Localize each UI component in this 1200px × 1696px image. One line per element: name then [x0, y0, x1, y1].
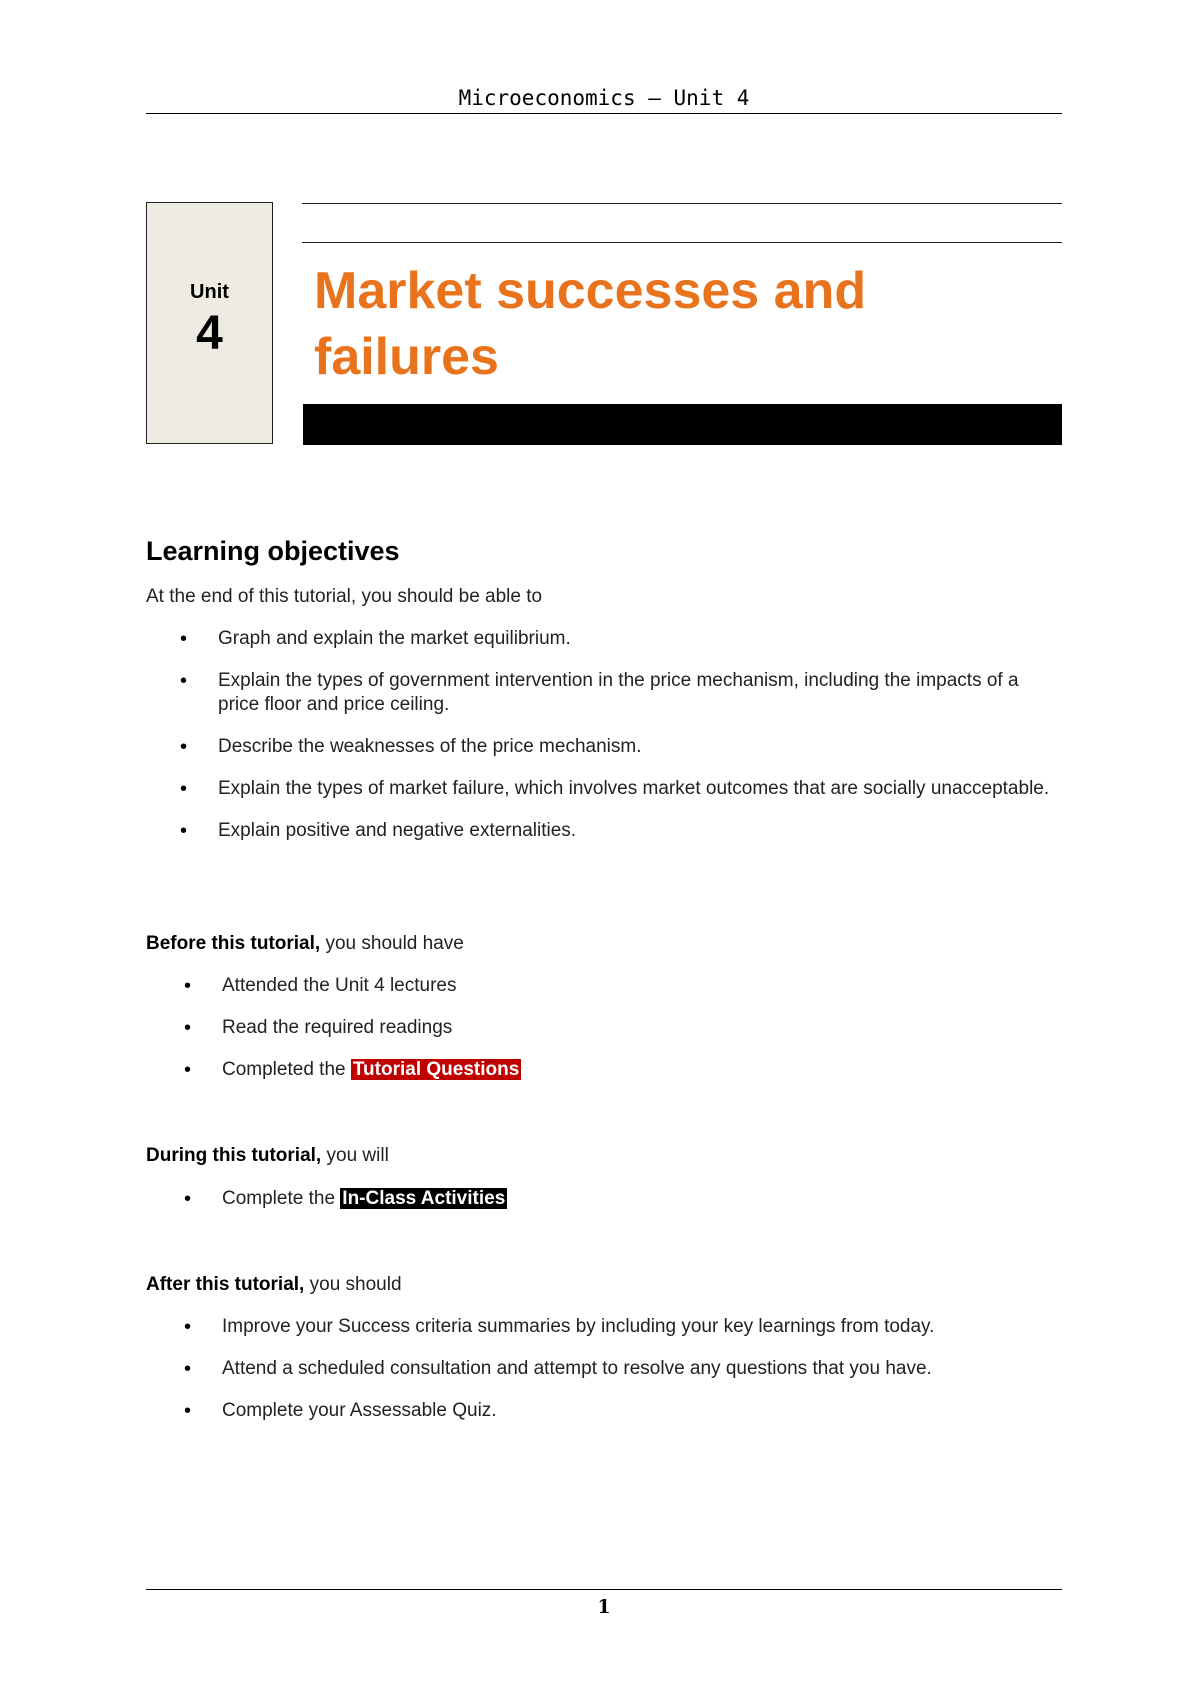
page-title-line-2: failures [314, 328, 499, 386]
tutorial-questions-link[interactable]: Tutorial Questions [352, 1059, 520, 1080]
learning-objectives-heading: Learning objectives [146, 536, 400, 566]
list-item: • Improve your Success criteria summaries by including your key learnings from today. [222, 1315, 1062, 1339]
list-item [222, 1058, 1062, 1082]
unit-box [146, 202, 273, 444]
list-item-prefix: Complete the [222, 1188, 341, 1209]
after-tutorial-heading [146, 1274, 402, 1296]
list-item: • Explain positive and negative externalities. [218, 819, 1064, 843]
list-item: • Explain the types of government intervention in the price mechanism, including the impacts of a price floor and price ceiling. [218, 669, 1064, 717]
title-rule-second [302, 242, 1062, 243]
list-item: • Read the required readings [222, 1016, 1062, 1040]
list-item-prefix: Completed the [222, 1059, 351, 1080]
list-item: • Attend a scheduled consultation and attempt to resolve any questions that you have. [222, 1357, 1062, 1381]
during-tutorial-list [222, 1187, 1062, 1229]
after-tutorial-rest: you should [304, 1274, 402, 1295]
unit-number: 4 [196, 307, 223, 360]
list-item [222, 1187, 1062, 1211]
page-title [314, 258, 1054, 390]
in-class-activities-link[interactable]: In-Class Activities [342, 1188, 506, 1209]
page-title-line-1: Market successes and [314, 262, 867, 320]
unit-label: Unit [190, 281, 229, 303]
before-tutorial-list [222, 974, 1062, 1100]
title-black-bar [303, 404, 1062, 445]
during-tutorial-bold: During this tutorial, [146, 1145, 322, 1166]
before-tutorial-bold: Before this tutorial, [146, 933, 321, 954]
after-tutorial-list [222, 1315, 1062, 1441]
list-item: • Attended the Unit 4 lectures [222, 974, 1062, 998]
during-tutorial-rest: you will [321, 1145, 389, 1166]
list-item: • Describe the weaknesses of the price mechanism. [218, 735, 1064, 759]
during-tutorial-heading [146, 1145, 389, 1167]
list-item: • Complete your Assessable Quiz. [222, 1399, 1062, 1423]
header-rule [146, 113, 1062, 114]
after-tutorial-bold: After this tutorial, [146, 1274, 305, 1295]
list-item: • Graph and explain the market equilibrium. [218, 627, 1064, 651]
page-number: 1 [597, 1596, 611, 1618]
before-tutorial-heading [146, 933, 464, 955]
learning-objectives-intro: At the end of this tutorial, you should be able to [146, 586, 543, 607]
learning-objectives-list [218, 627, 1064, 861]
title-rule-top [302, 203, 1062, 204]
footer-rule [146, 1589, 1062, 1590]
before-tutorial-rest: you should have [320, 933, 464, 954]
page-header: Microeconomics – Unit 4 [458, 86, 750, 110]
list-item: • Explain the types of market failure, which involves market outcomes that are socially unacceptable. [218, 777, 1064, 801]
